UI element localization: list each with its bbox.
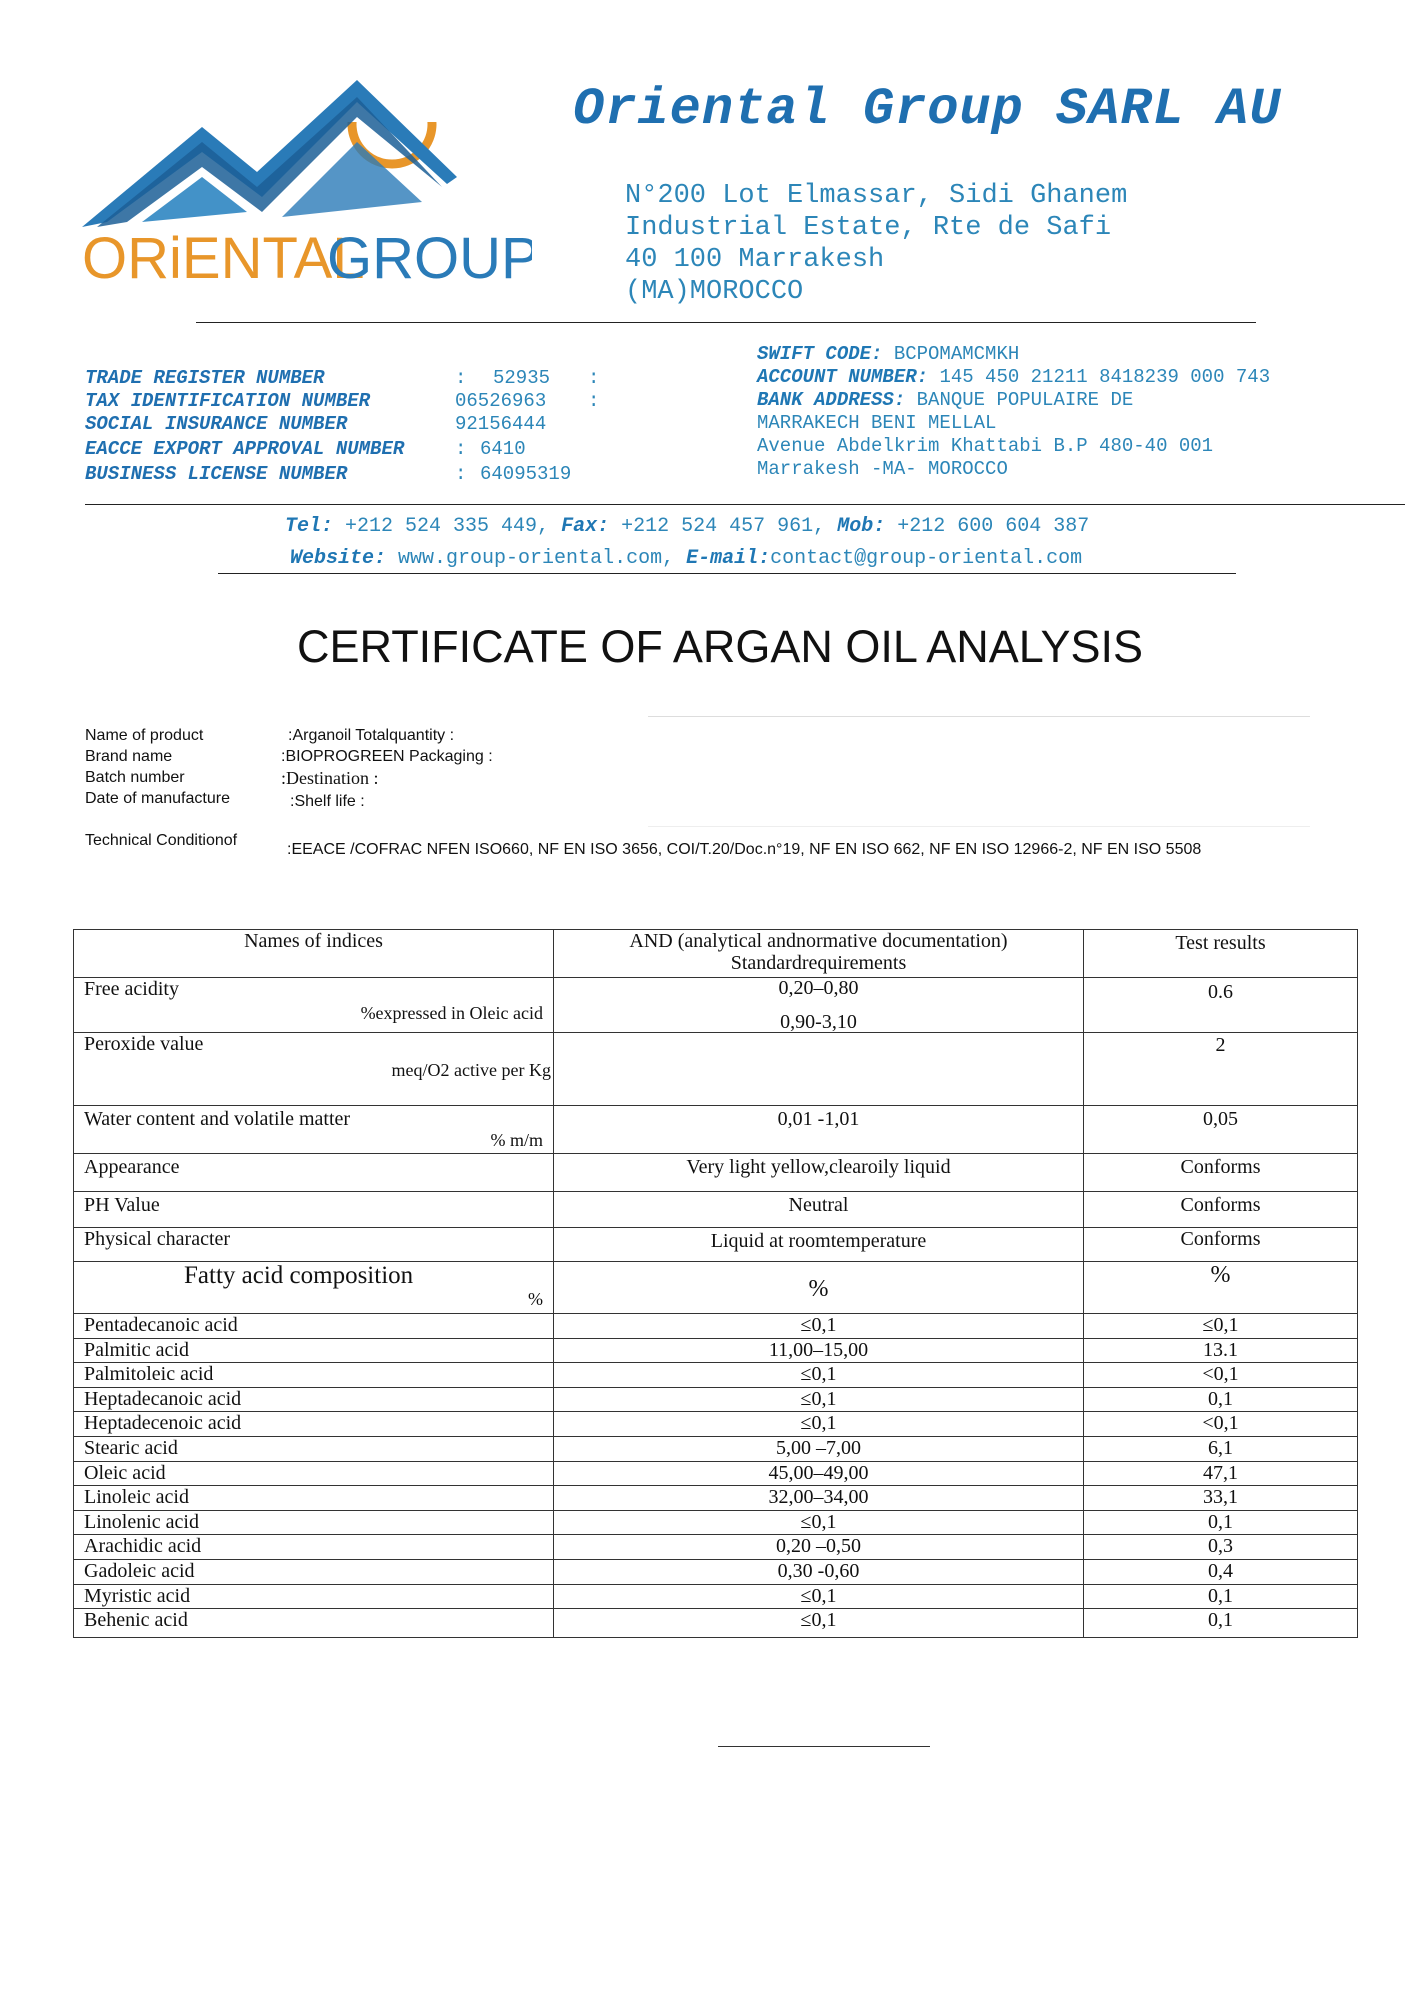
physical-result: Conforms — [1084, 1228, 1358, 1262]
fatty-acid-name: Palmitoleic acid — [74, 1363, 554, 1388]
table-row — [74, 1363, 1358, 1388]
table-row — [74, 1106, 1358, 1154]
table-row — [74, 1559, 1358, 1584]
fatty-acid-name: Arachidic acid — [74, 1535, 554, 1560]
product-name-label: Name of product — [85, 727, 204, 744]
header-results: Test results — [1084, 930, 1358, 978]
fatty-acid-std: ≤0,1 — [554, 1584, 1084, 1609]
fatty-acid-name: Linoleic acid — [74, 1486, 554, 1511]
swift-value: BCPOMAMCMKH — [893, 343, 1020, 365]
reg-sep: : — [455, 463, 467, 485]
swift-label: SWIFT CODE: — [757, 343, 883, 365]
mob-label: Mob: — [837, 515, 886, 538]
tel-value[interactable]: +212 524 335 449, — [345, 515, 550, 538]
free-acidity-unit: %expressed in Oleic acid — [360, 1003, 543, 1023]
company-address-line-3: 40 100 Marrakesh — [625, 245, 885, 275]
reg-value: 52935 — [493, 367, 551, 389]
fatty-header-result: % — [1084, 1262, 1358, 1314]
ph-std: Neutral — [554, 1192, 1084, 1228]
table-row — [74, 1584, 1358, 1609]
water-unit: % m/m — [490, 1130, 543, 1150]
product-name-value: :Arganoil Totalquantity : — [288, 727, 455, 744]
fatty-acid-name: Stearic acid — [74, 1436, 554, 1461]
fatty-acid-name: Linolenic acid — [74, 1510, 554, 1535]
table-row — [74, 1412, 1358, 1437]
ph-result: Conforms — [1084, 1192, 1358, 1228]
divider — [85, 504, 1405, 505]
account-value: 145 450 21211 8418239 000 743 — [939, 366, 1271, 388]
signature-line — [718, 1746, 930, 1747]
bank-address-line-3: Avenue Abdelkrim Khattabi B.P 480-40 001 — [757, 435, 1214, 457]
free-acidity-std-1: 0,20–0,80 — [778, 977, 859, 999]
reg-label: TRADE REGISTER NUMBER — [85, 367, 325, 389]
fatty-acid-name: Behenic acid — [74, 1609, 554, 1638]
appearance-std: Very light yellow,clearoily liquid — [554, 1154, 1084, 1192]
manufacture-date-label: Date of manufacture — [85, 790, 230, 807]
batch-number-value: :Destination : — [281, 768, 379, 788]
page-title: CERTIFICATE OF ARGAN OIL ANALYSIS — [297, 621, 1144, 672]
table-row — [74, 1436, 1358, 1461]
fatty-acid-result: 47,1 — [1084, 1461, 1358, 1486]
reg-label: EACCE EXPORT APPROVAL NUMBER — [85, 438, 405, 460]
table-row — [74, 1154, 1358, 1192]
table-row — [74, 1338, 1358, 1363]
bank-address-label: BANK ADDRESS: — [757, 389, 906, 411]
divider — [196, 322, 1256, 323]
fatty-acid-result: 13.1 — [1084, 1338, 1358, 1363]
free-acidity-result: 0.6 — [1084, 978, 1358, 1033]
physical-name: Physical character — [74, 1228, 554, 1262]
water-name: Water content and volatile matter — [84, 1108, 351, 1130]
fatty-acid-name: Heptadecenoic acid — [74, 1412, 554, 1437]
bank-address-line-2: MARRAKECH BENI MELLAL — [757, 412, 997, 434]
water-cell — [74, 1106, 554, 1154]
reg-label: TAX IDENTIFICATION NUMBER — [85, 390, 371, 412]
fax-label: Fax: — [561, 515, 610, 538]
reg-value: 6410 — [480, 438, 526, 460]
fatty-acid-std: ≤0,1 — [554, 1412, 1084, 1437]
ph-name: PH Value — [74, 1192, 554, 1228]
brand-name-value: :BIOPROGREEN Packaging : — [281, 748, 493, 765]
peroxide-std — [554, 1033, 1084, 1106]
fatty-acid-result: 0,1 — [1084, 1609, 1358, 1638]
peroxide-unit: meq/O2 active per Kg — [391, 1060, 551, 1080]
fatty-acid-result: 6,1 — [1084, 1436, 1358, 1461]
fatty-acid-name: Gadoleic acid — [74, 1559, 554, 1584]
fatty-acid-result: 0,1 — [1084, 1387, 1358, 1412]
batch-number-label: Batch number — [85, 769, 185, 786]
fatty-acid-std: 11,00–15,00 — [554, 1338, 1084, 1363]
manufacture-date-value: :Shelf life : — [290, 793, 365, 810]
email-label: E-mail: — [686, 547, 771, 570]
contact-phone-line — [285, 515, 1089, 538]
website-label: Website: — [290, 547, 387, 570]
free-acidity-cell — [74, 978, 554, 1033]
appearance-name: Appearance — [74, 1154, 554, 1192]
logo-text-group: GROUP — [327, 226, 532, 287]
bank-address-line-1: BANQUE POPULAIRE DE — [916, 389, 1134, 411]
table-row — [74, 1510, 1358, 1535]
header-standard-line-1: AND (analytical andnormative documentation) — [629, 930, 1008, 952]
fatty-header-unit: % — [528, 1289, 543, 1309]
fatty-acid-rows — [74, 1314, 1358, 1638]
table-row — [74, 1314, 1358, 1339]
reg-sep: : — [455, 438, 467, 460]
table-row — [74, 1387, 1358, 1412]
company-address-line-2: Industrial Estate, Rte de Safi — [625, 213, 1112, 243]
fatty-acid-result: <0,1 — [1084, 1412, 1358, 1437]
fatty-acid-name: Palmitic acid — [74, 1338, 554, 1363]
reg-sep: : — [455, 367, 467, 389]
company-address-line-1: N°200 Lot Elmassar, Sidi Ghanem — [625, 181, 1128, 211]
fatty-acid-std: 45,00–49,00 — [554, 1461, 1084, 1486]
fatty-acid-result: 0,1 — [1084, 1584, 1358, 1609]
divider — [218, 573, 1236, 574]
physical-std: Liquid at roomtemperature — [554, 1228, 1084, 1262]
account-label: ACCOUNT NUMBER: — [757, 366, 929, 388]
table-row — [74, 1461, 1358, 1486]
technical-condition-label: Technical Conditionof — [85, 832, 238, 849]
fatty-header-name: Fatty acid composition — [184, 1262, 414, 1289]
reg-label: SOCIAL INSURANCE NUMBER — [85, 413, 348, 435]
peroxide-result: 2 — [1084, 1033, 1358, 1106]
logo-text-oriental: ORiENTAL — [82, 226, 365, 287]
analysis-table — [73, 929, 1358, 1638]
fatty-acid-name: Oleic acid — [74, 1461, 554, 1486]
reg-trail: : — [588, 390, 600, 412]
fatty-acid-std: ≤0,1 — [554, 1363, 1084, 1388]
table-row — [74, 1486, 1358, 1511]
water-std: 0,01 -1,01 — [554, 1106, 1084, 1154]
appearance-result: Conforms — [1084, 1154, 1358, 1192]
fatty-acid-result: 0,3 — [1084, 1535, 1358, 1560]
fatty-acid-result: 0,1 — [1084, 1510, 1358, 1535]
fatty-acid-std: ≤0,1 — [554, 1510, 1084, 1535]
header-standard — [554, 930, 1084, 978]
bank-address-line-4: Marrakesh -MA- MOROCCO — [757, 458, 1008, 480]
fax-value[interactable]: +212 524 457 961, — [621, 515, 826, 538]
fatty-acid-name: Pentadecanoic acid — [74, 1314, 554, 1339]
table-row — [74, 1192, 1358, 1228]
divider — [648, 826, 1310, 827]
reg-trail: : — [588, 367, 600, 389]
fatty-acid-name: Heptadecanoic acid — [74, 1387, 554, 1412]
free-acidity-name: Free acidity — [84, 978, 179, 1000]
fatty-acid-std: 5,00 –7,00 — [554, 1436, 1084, 1461]
company-name: Oriental Group SARL AU — [573, 80, 1282, 139]
fatty-acid-result: 0,4 — [1084, 1559, 1358, 1584]
divider — [648, 716, 1310, 717]
free-acidity-std-2: 0,90-3,10 — [780, 1011, 857, 1033]
fatty-acid-std: 0,30 -0,60 — [554, 1559, 1084, 1584]
fatty-acid-std: 0,20 –0,50 — [554, 1535, 1084, 1560]
water-result: 0,05 — [1084, 1106, 1358, 1154]
table-row — [74, 1228, 1358, 1262]
technical-condition-value: :EEACE /COFRAC NFEN ISO660, NF EN ISO 3656, COI/T.20/Doc.n°19, NF EN ISO 662, NF EN ISO 12966-2, NF EN ISO 5508 — [287, 841, 1202, 858]
mountain-logo-icon — [82, 72, 532, 287]
tel-label: Tel: — [285, 515, 334, 538]
table-header-row — [74, 930, 1358, 978]
brand-name-label: Brand name — [85, 748, 173, 765]
free-acidity-std — [554, 978, 1084, 1033]
fatty-header-std: % — [554, 1262, 1084, 1314]
company-logo — [82, 72, 532, 292]
table-row — [74, 978, 1358, 1033]
table-row — [74, 1609, 1358, 1638]
fatty-acid-name: Myristic acid — [74, 1584, 554, 1609]
contact-web-line — [290, 547, 1082, 570]
fatty-acid-result: ≤0,1 — [1084, 1314, 1358, 1339]
reg-value: 92156444 — [455, 413, 547, 435]
reg-value: 64095319 — [480, 463, 572, 485]
fatty-acid-std: ≤0,1 — [554, 1609, 1084, 1638]
table-row — [74, 1535, 1358, 1560]
header-indices: Names of indices — [74, 930, 554, 978]
reg-value: 06526963 — [455, 390, 547, 412]
reg-label: BUSINESS LICENSE NUMBER — [85, 463, 348, 485]
peroxide-cell — [74, 1033, 554, 1106]
fatty-acid-std: ≤0,1 — [554, 1387, 1084, 1412]
fatty-acid-std: ≤0,1 — [554, 1314, 1084, 1339]
website-link[interactable]: www.group-oriental.com, — [398, 547, 675, 570]
header-standard-line-2: Standardrequirements — [730, 952, 907, 974]
table-row — [74, 1033, 1358, 1106]
company-address-line-4: (MA)MOROCCO — [625, 277, 804, 307]
mob-value[interactable]: +212 600 604 387 — [897, 515, 1090, 538]
fatty-acid-result: 33,1 — [1084, 1486, 1358, 1511]
fatty-header-cell — [74, 1262, 554, 1314]
peroxide-name: Peroxide value — [84, 1033, 204, 1055]
fatty-acid-header-row — [74, 1262, 1358, 1314]
fatty-acid-std: 32,00–34,00 — [554, 1486, 1084, 1511]
fatty-acid-result: <0,1 — [1084, 1363, 1358, 1388]
email-link[interactable]: contact@group-oriental.com — [770, 547, 1083, 570]
